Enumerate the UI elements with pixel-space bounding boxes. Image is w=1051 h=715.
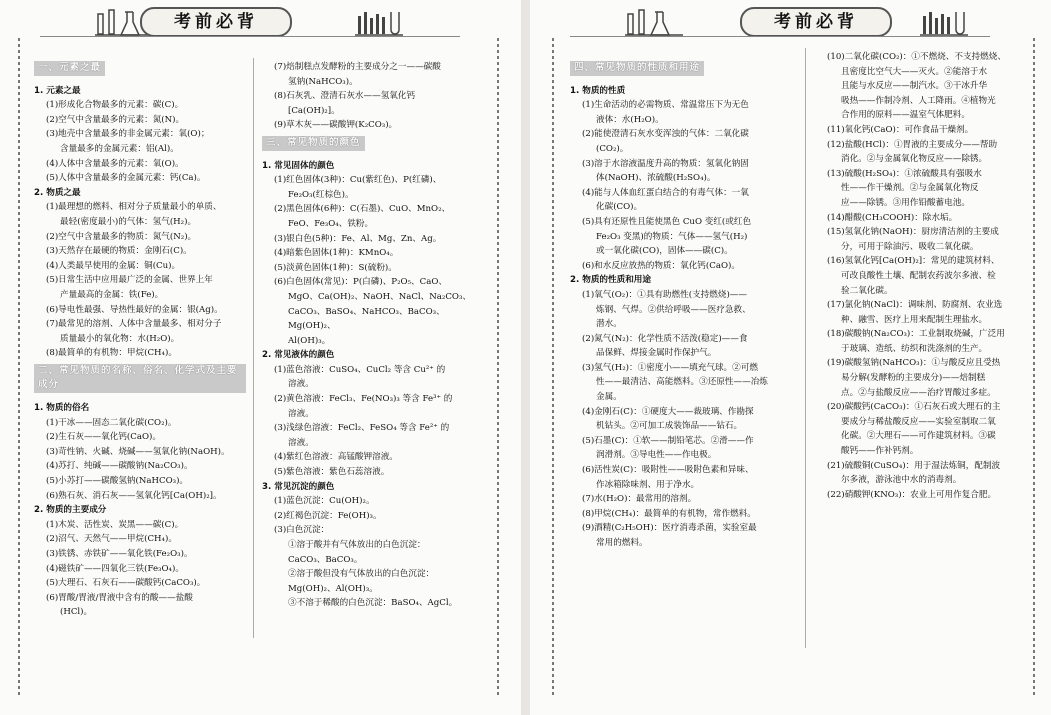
test-tube-rack-icon bbox=[355, 8, 405, 38]
text-line: 合作用的原料——温室气体肥料。 bbox=[841, 110, 970, 121]
text-line: (1)木炭、活性炭、炭黑——碳(C)。 bbox=[46, 519, 184, 530]
text-line: 化碳。②大理石——可作建筑材料。③碳 bbox=[841, 431, 996, 442]
text-line: (5)具有还原性且能使黑色 CuO 变红(或红色 bbox=[582, 216, 752, 227]
text-line: 消化。②与金属氧化物反应——除锈。 bbox=[841, 154, 988, 165]
section-heading: 二、常见物质的名称、俗名、化学式及主要成分 bbox=[34, 364, 246, 393]
text-line: 潜水。 bbox=[596, 319, 622, 330]
text-line: (5)紫色溶液：紫色石蕊溶液。 bbox=[274, 467, 390, 478]
text-line: (4)紫红色溶液：高锰酸钾溶液。 bbox=[274, 452, 398, 463]
text-line: (4)苏打、纯碱——碳酸钠(Na₂CO₃)。 bbox=[46, 461, 193, 472]
subsection-heading: 2. 物质的主要成分 bbox=[34, 505, 107, 516]
banner-title: 考前必背 bbox=[140, 7, 292, 37]
column-divider bbox=[805, 48, 806, 648]
text-line: FeO、Fe₃O₄、铁粉。 bbox=[288, 218, 374, 229]
text-line: (2)空气中含量最多的元素：氮(N)。 bbox=[46, 114, 185, 125]
text-line: (13)硫酸(H₂SO₄)：①浓硫酸具有强吸水 bbox=[827, 168, 982, 179]
text-line: 分，可用于除油污、吸收二氧化碳。 bbox=[841, 241, 979, 252]
text-line: (1)最理想的燃料、相对分子质量最小的单质、 bbox=[46, 202, 222, 213]
left-border bbox=[552, 38, 554, 695]
text-line: (3)浅绿色溶液：FeCl₂、FeSO₄ 等含 Fe²⁺ 的 bbox=[274, 423, 450, 434]
text-line: (2)红褐色沉淀：Fe(OH)₃。 bbox=[274, 510, 382, 521]
text-line: Mg(OH)₂、Al(OH)₃。 bbox=[288, 583, 378, 594]
text-line: (3)白色沉淀： bbox=[274, 525, 330, 536]
text-line: (3)天然存在最硬的物质：金刚石(C)。 bbox=[46, 246, 192, 257]
text-line: MgO、Ca(OH)₂、NaOH、NaCl、Na₂CO₃、 bbox=[288, 291, 472, 302]
text-line: (3)银白色(5种)：Fe、Al、Mg、Zn、Ag。 bbox=[274, 233, 442, 244]
text-line: (3)溶于水溶液温度升高的物质：氢氧化钠固 bbox=[582, 158, 749, 169]
text-line: (6)活性炭(C)：吸附性——吸附色素和异味、 bbox=[582, 465, 754, 476]
text-line: (1)红色固体(3种)：Cu(紫红色)、P(红磷)、 bbox=[274, 175, 442, 186]
text-line: (6)导电性最强、导热性最好的金属：银(Ag)。 bbox=[46, 304, 223, 315]
subsection-heading: 1. 物质的俗名 bbox=[34, 403, 90, 414]
text-line: (2)沼气、天然气——甲烷(CH₄)。 bbox=[46, 534, 177, 545]
left-column-a bbox=[34, 58, 246, 620]
text-line: (17)氯化钠(NaCl)：调味剂、防腐剂、农业选 bbox=[827, 300, 1003, 311]
text-line: (7)最常见的溶剂、人体中含量最多、相对分子 bbox=[46, 319, 222, 330]
text-line: Fe₂O₃ 变黑)的物质：气体——氢气(H₂) bbox=[596, 231, 748, 242]
text-line: 或一氧化碳(CO)，固体——碳(C)。 bbox=[596, 246, 733, 257]
text-line: 要成分与稀盐酸反应——实验室制取二氧 bbox=[841, 416, 996, 427]
text-line: (18)碳酸钠(Na₂CO₃)：工业制取烧碱，广泛用 bbox=[827, 329, 1005, 340]
text-line: (CO₂)。 bbox=[596, 143, 629, 154]
text-line: Fe₂O₃(红棕色)。 bbox=[288, 189, 354, 200]
text-line: (12)盐酸(HCl)：①胃液的主要成分——帮助 bbox=[827, 139, 998, 150]
text-line: 机钻头。②可加工成装饰品——钻石。 bbox=[596, 421, 743, 432]
text-line: (2)黑色固体(6种)：C(石墨)、CuO、MnO₂、 bbox=[274, 204, 451, 215]
text-line: (2)黄色溶液：FeCl₃、Fe(NO₃)₃ 等含 Fe³⁺ 的 bbox=[274, 394, 453, 405]
text-line: (22)硝酸钾(KNO₃)：农业上可用作复合肥。 bbox=[827, 489, 997, 500]
text-line: (9)酒精(C₂H₅OH)：医疗消毒杀菌，实验室最 bbox=[582, 523, 757, 534]
text-line: (HCl)。 bbox=[60, 607, 93, 618]
text-line: (5)淡黄色固体(1种)：S(硫粉)。 bbox=[274, 262, 397, 273]
text-line: 溶液。 bbox=[288, 408, 314, 419]
text-line: 溶液。 bbox=[288, 437, 314, 448]
subsection-heading: 1. 元素之最 bbox=[34, 85, 81, 96]
left-column-b bbox=[262, 60, 488, 611]
text-line: (5)日常生活中应用最广泛的金属、世界上年 bbox=[46, 275, 213, 286]
text-line: 品保鲜、焊接金属时作保护气。 bbox=[596, 348, 717, 359]
text-line: 可改良酸性土壤、配制农药波尔多液、检 bbox=[841, 270, 996, 281]
left-banner bbox=[0, 4, 521, 38]
text-line: 化碳(CO)。 bbox=[596, 202, 643, 213]
text-line: (2)空气中含量最多的物质：氮气(N₂)。 bbox=[46, 231, 197, 242]
text-line: (2)能使澄清石灰水变浑浊的气体：二氧化碳 bbox=[582, 129, 749, 140]
section-heading: 三、常见物质的颜色 bbox=[262, 136, 365, 151]
subsection-heading: 2. 物质之最 bbox=[34, 187, 81, 198]
text-line: (11)氧化钙(CaO)：可作食品干燥剂。 bbox=[827, 124, 974, 135]
text-line: (5)人体中含量最多的金属元素：钙(Ca)。 bbox=[46, 173, 206, 184]
text-line: (14)醋酸(CH₃COOH)：除水垢。 bbox=[827, 212, 958, 223]
text-line: (4)暗紫色固体(1种)：KMnO₄。 bbox=[274, 248, 399, 259]
text-line: 体(NaOH)、浓硫酸(H₂SO₄)。 bbox=[596, 173, 716, 184]
text-line: (1)干冰——固态二氧化碳(CO₂)。 bbox=[46, 417, 177, 428]
text-line: (21)硫酸铜(CuSO₄)：用于湿法炼铜，配制波 bbox=[827, 460, 1001, 471]
text-line: (19)碳酸氢钠(NaHCO₃)：①与酸反应且受热 bbox=[827, 358, 1001, 369]
text-line: (4)金刚石(C)：①硬度大——裁玻璃、作勘探 bbox=[582, 406, 754, 417]
text-line: (10)二氧化碳(CO₂)：①不燃烧、不支持燃烧、 bbox=[827, 52, 1006, 62]
text-line: CaCO₃、BaSO₄、NaHCO₃、BaCO₃、Mg(OH)₂、 bbox=[288, 306, 445, 332]
text-line: (9)草木灰——碳酸钾(K₂CO₃)。 bbox=[274, 120, 398, 131]
text-line: (16)氢氧化钙[Ca(OH)₂]：常见的建筑材料、 bbox=[827, 256, 1000, 267]
text-line: 吸热——作制冷剂、人工降雨。④植物光 bbox=[841, 95, 996, 106]
text-line: (4)人体中含量最多的元素：氧(O)。 bbox=[46, 158, 184, 169]
text-line: (6)和水反应放热的物质：氧化钙(CaO)。 bbox=[582, 260, 740, 271]
text-line: (4)磁铁矿——四氧化三铁(Fe₃O₄)。 bbox=[46, 563, 184, 574]
text-line: 液体：水(H₂O)。 bbox=[596, 114, 664, 125]
text-line: (8)最简单的有机物：甲烷(CH₄)。 bbox=[46, 348, 177, 359]
text-line: ③不溶于稀酸的白色沉淀：BaSO₄、AgCl。 bbox=[288, 598, 458, 609]
text-line: (1)生命活动的必需物质、常温常压下为无色 bbox=[582, 100, 749, 111]
text-line: (8)石灰乳、澄清石灰水——氢氧化钙 bbox=[274, 91, 416, 102]
text-line: 质量最小的氧化物：水(H₂O)。 bbox=[60, 333, 180, 344]
text-line: (2)生石灰——氧化钙(CaO)。 bbox=[46, 432, 161, 443]
text-line: (20)碳酸钙(CaCO₃)：①石灰石或大理石的主 bbox=[827, 402, 1001, 413]
right-column-a bbox=[570, 58, 796, 551]
text-line: (8)甲烷(CH₄)：最简单的有机物，常作燃料。 bbox=[582, 508, 756, 519]
right-banner bbox=[530, 4, 1051, 38]
text-line: (4)能与人体血红蛋白结合的有毒气体：一氧 bbox=[582, 187, 749, 198]
left-page bbox=[0, 0, 521, 715]
text-line: 种、融雪、医疗上用来配制生理盐水。 bbox=[841, 314, 988, 325]
subsection-heading: 3. 常见沉淀的颜色 bbox=[262, 481, 335, 492]
text-line: (4)人类最早使用的金属：铜(Cu)。 bbox=[46, 260, 181, 271]
column-divider bbox=[253, 58, 254, 638]
text-line: ①溶于酸并有气体放出的白色沉淀： bbox=[288, 540, 426, 550]
text-line: (3)氢气(H₂)：①密度小——填充气球。②可燃 bbox=[582, 362, 758, 373]
banner-title: 考前必背 bbox=[740, 7, 892, 37]
text-line: 且密度比空气大——灭火。②能溶于水 bbox=[841, 66, 988, 77]
text-line: (6)熟石灰、消石灰——氢氧化钙[Ca(OH)₂]。 bbox=[46, 490, 222, 501]
lab-equipment-icon bbox=[625, 8, 685, 38]
text-line: (6)胃酸/胃液/胃液中含有的酸——盐酸 bbox=[46, 592, 193, 603]
text-line: CaCO₃、BaCO₃。 bbox=[288, 554, 363, 565]
text-line: 易分解(发酵粉的主要成分)——焙制糕 bbox=[841, 373, 986, 384]
text-line: 酸钙——作补钙剂。 bbox=[841, 446, 919, 457]
right-border bbox=[1033, 38, 1035, 695]
right-border bbox=[497, 38, 499, 695]
text-line: 验二氧化碳。 bbox=[841, 285, 893, 296]
text-line: 性——最清洁、高能燃料。③还原性——冶炼 bbox=[596, 377, 768, 388]
subsection-heading: 1. 物质的性质 bbox=[570, 85, 626, 96]
text-line: 点。②与盐酸反应——治疗胃酸过多症。 bbox=[841, 387, 996, 398]
text-line: 于玻璃、造纸、纺织和洗涤剂的生产。 bbox=[841, 343, 988, 354]
text-line: 尔多液，游泳池中水的消毒剂。 bbox=[841, 475, 962, 486]
text-line: [Ca(OH)₂]。 bbox=[288, 105, 340, 116]
text-line: 作冰箱除味剂、用于净水。 bbox=[596, 479, 700, 490]
text-line: (1)形成化合物最多的元素：碳(C)。 bbox=[46, 100, 184, 111]
subsection-heading: 2. 物质的性质和用途 bbox=[570, 275, 651, 286]
text-line: (3)苛性钠、火碱、烧碱——氢氧化钠(NaOH)。 bbox=[46, 446, 230, 457]
text-line: 产量最高的金属：铁(Fe)。 bbox=[60, 289, 164, 300]
text-line: (1)蓝色沉淀：Cu(OH)₂。 bbox=[274, 496, 375, 507]
text-line: 且能与水反应——制汽水。③干冰升华 bbox=[841, 81, 988, 92]
text-line: (7)水(H₂O)：最常用的溶剂。 bbox=[582, 494, 697, 505]
banner-rule bbox=[570, 36, 990, 37]
text-line: (5)大理石、石灰石——碳酸钙(CaCO₃)。 bbox=[46, 578, 206, 589]
right-column-b bbox=[815, 50, 1025, 502]
text-line: 润滑剂。③导电性——作电极。 bbox=[596, 450, 717, 461]
text-line: (1)蓝色溶液：CuSO₄、CuCl₂ 等含 Cu²⁺ 的 bbox=[274, 364, 446, 375]
text-line: (1)氧气(O₂)：①具有助燃性(支持燃烧)—— bbox=[582, 289, 747, 300]
text-line: (2)氮气(N₂)：化学性质不活泼(稳定)——食 bbox=[582, 333, 748, 344]
banner-rule bbox=[40, 36, 460, 37]
text-line: (7)焙制糕点发酵粉的主要成分之一——碳酸 bbox=[274, 62, 441, 72]
text-line: (3)地壳中含量最多的非金属元素：氧(O)； bbox=[46, 129, 210, 140]
text-line: Al(OH)₃。 bbox=[288, 335, 331, 346]
left-border bbox=[18, 38, 20, 695]
text-line: (5)小苏打——碳酸氢钠(NaHCO₃)。 bbox=[46, 476, 189, 487]
section-heading: 一、元素之最 bbox=[34, 61, 105, 76]
test-tube-rack-icon bbox=[920, 8, 970, 38]
text-line: 最轻(密度最小)的气体：氢气(H₂)。 bbox=[60, 216, 197, 227]
right-page bbox=[530, 0, 1051, 715]
text-line: (3)铁锈、赤铁矿——氧化铁(Fe₂O₃)。 bbox=[46, 549, 193, 559]
text-line: (15)氢氧化钠(NaOH)：厨房清洁剂的主要成 bbox=[827, 227, 999, 238]
text-line: 炼钢、气焊。②供给呼吸——医疗急救、 bbox=[596, 304, 751, 315]
text-line: 金属。 bbox=[596, 392, 622, 403]
text-line: 溶液。 bbox=[288, 379, 314, 390]
text-line: ②溶于酸但没有气体放出的白色沉淀： bbox=[288, 569, 435, 580]
text-line: 常用的燃料。 bbox=[596, 538, 648, 548]
subsection-heading: 1. 常见固体的颜色 bbox=[262, 160, 335, 171]
section-heading: 四、常见物质的性质和用途 bbox=[570, 61, 704, 76]
subsection-heading: 2. 常见液体的颜色 bbox=[262, 350, 335, 361]
text-line: 应——除锈。③用作铅酸蓄电池。 bbox=[841, 197, 970, 208]
text-line: (6)白色固体(常见)：P(白磷)、P₂O₅、CaO、 bbox=[274, 277, 447, 288]
text-line: 氢钠(NaHCO₃)。 bbox=[288, 76, 358, 87]
text-line: 性——作干燥剂。②与金属氧化物反 bbox=[841, 183, 979, 194]
text-line: (5)石墨(C)：①软——制铅笔芯。②滑——作 bbox=[582, 435, 754, 446]
text-line: 含量最多的金属元素：铝(Al)。 bbox=[60, 143, 179, 154]
